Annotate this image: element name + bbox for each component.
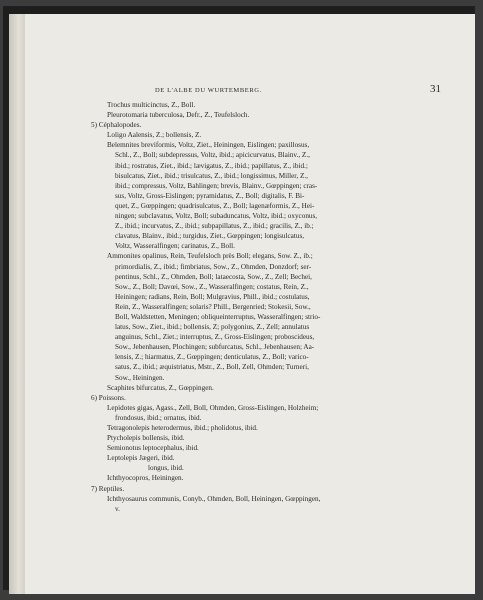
- text-line: Semionotus leptocephalus, ibid.: [107, 444, 199, 453]
- text-line: Sow., Z., Boll; Davœi, Sow., Z., Wasseralfingen; costatus, Rein, Z.,: [115, 282, 309, 291]
- text-line: lensis, Z.; hiarmatus, Z., Gœppingen; denticulatus, Z., Boll; varico-: [115, 353, 309, 362]
- text-line: latus, Sow., Ziet., ibid.; bollensis, Z; polygonius, Z., Zell; annulatus: [115, 323, 310, 332]
- text-line: Pleurotomaria tuberculosa, Defr., Z., Teufelsloch.: [107, 111, 250, 120]
- text-line: pentinus, Schl., Z., Ohmden, Boll; lataecosta, Sow., Z., Zell; Bechei,: [115, 272, 312, 281]
- text-line: Trochus multicinctus, Z., Boll.: [107, 101, 196, 109]
- text-line: Scaphites bifurcatus, Z., Gœppingen.: [107, 383, 214, 392]
- text-line: Sow., Heiningen.: [115, 373, 165, 382]
- text-line: Rein, Z., Wasseralfingen; solaris? Phill., Bergenried; Stokesii, Sow.,: [115, 302, 311, 311]
- text-line: Voltz, Wasseralfingen; carinatus, Z., Boll.: [115, 242, 235, 251]
- text-line: Loligo Aalensis, Z.; bollensis, Z.: [107, 131, 202, 140]
- scan-frame: [3, 6, 475, 590]
- text-line: 5) Céphalopodes.: [91, 121, 142, 130]
- text-line: Sow., Jebenhausen, Plochingen; subfurcatus, Schl., Jebenhausen; Aa-: [115, 343, 315, 352]
- text-line: Leptolepis Jægeri, ibid.: [107, 454, 175, 463]
- text-line: Schl., Z., Boll; subdepressus, Voltz, ibid.; apicicurvatus, Blainv., Z.,: [115, 151, 310, 160]
- document-page: [25, 14, 475, 594]
- text-line: Ichthyosaurus communis, Conyb., Ohmden, Boll, Heiningen, Gœppingen,: [107, 494, 321, 503]
- text-line: anguinus, Schl., Ziet.; interruptus, Z., Gross-Eislingen; proboscideus,: [115, 333, 315, 342]
- book-gutter: [9, 14, 25, 594]
- text-line: Belemnites breviformis, Voltz, Ziet., Heiningen, Eislingen; paxillosus,: [107, 141, 310, 150]
- text-line: Ptycholepis bollensis, ibid.: [107, 434, 185, 443]
- running-title: DE L'ALBE DU WURTEMBERG.: [155, 87, 262, 94]
- text-line: Tetragonolepis heterodermus, ibid.; pholidotus, ibid.: [107, 424, 258, 432]
- text-line: primordialis, Z., ibid.; fimbriatus, Sow., Z., Ohmden, Donzdorf; ser-: [115, 262, 312, 271]
- text-line: bisulcatus, Ziet., ibid.; trisulcatus, Z., ibid.; longissimus, Miller, Z.,: [115, 171, 308, 180]
- page-number: 31: [430, 83, 441, 95]
- text-line: Z., ibid.; incurvatus, Z., ibid.; subpapillatus, Z., ibid.; gracilis, Z., ib.;: [115, 222, 314, 231]
- text-line: Ichthyocopros, Heiningen.: [107, 474, 184, 483]
- text-line: Lepidotes gigas, Agass., Zell, Boll, Ohmden, Gross-Eislingen, Holzheim;: [107, 403, 319, 412]
- text-line: Ammonites opalinus, Rein, Teufelsloch près Boll; elegans, Sow. Z., ib.;: [107, 252, 313, 261]
- text-line: frondosus, ibid.; ornatus, ibid.: [115, 413, 202, 422]
- text-line: satus, Z., ibid.; æquistriatus, Mstr., Z., Boll, Zell, Ohmden; Turneri,: [115, 363, 309, 372]
- text-line: 6) Poissons.: [91, 393, 126, 402]
- text-line: ibid.; compressus, Voltz, Bahlingen; brevis, Blainv., Gœppingen; cras-: [115, 181, 318, 190]
- text-line: Heiningen; radians, Rein, Boll; Mulgravius, Phill., ibid.; costulatus,: [115, 292, 310, 301]
- text-line: ningen; subclavatus, Voltz, Boll; subaduncatus, Voltz, ibid.; oxyconus,: [115, 212, 318, 221]
- text-line: clavatus, Blainv., ibid.; turgidus, Ziet., Gœppingen; longisulcatus,: [115, 232, 305, 241]
- text-line: v.: [115, 504, 120, 513]
- page-body: [91, 100, 423, 514]
- running-header: [25, 84, 475, 98]
- text-line: ibid.; rostratus, Ziet., ibid.; lævigatus, Z., ibid.; papillatus, Z., ibid.;: [115, 161, 308, 170]
- text-line: 7) Reptiles.: [91, 484, 125, 493]
- text-line: quet, Z., Gœppingen; quadrisulcatus, Z., Boll; lagenæformis, Z., Hei-: [115, 201, 315, 210]
- text-line: longus, ibid.: [148, 464, 184, 473]
- text-line: sus, Voltz, Gross-Eislingen; pyramidatus, Z., Boll; digitalis, F. Bi-: [115, 191, 305, 200]
- text-line: Boll, Waldstetten, Meningen; obliqueinterruptus, Wasseralfingen; strio-: [115, 312, 321, 321]
